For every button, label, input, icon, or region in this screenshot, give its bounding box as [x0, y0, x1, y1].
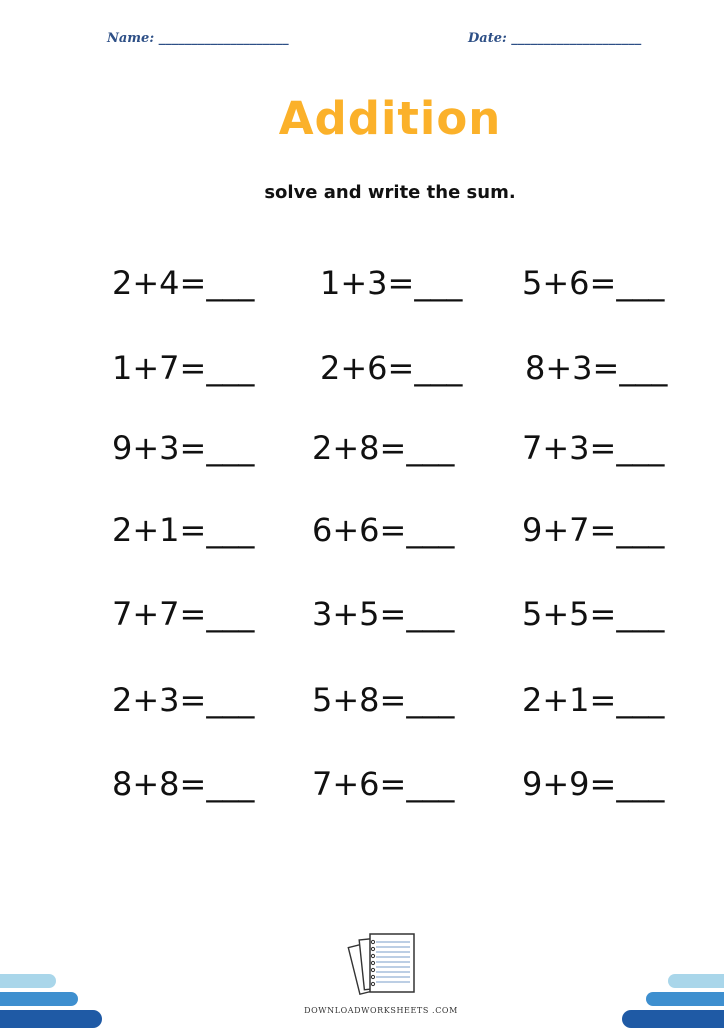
worksheet-papers-icon — [344, 928, 420, 1004]
footer-site-text: DOWNLOADWORKSHEETS .COM — [304, 1006, 458, 1015]
name-field-label: Name: ____________________ — [107, 31, 289, 46]
problem-r4-c3: 9+7=___ — [522, 511, 665, 549]
problem-r7-c3: 9+9=___ — [522, 765, 665, 803]
problem-r5-c3: 5+5=___ — [522, 595, 665, 633]
left-band-light — [0, 974, 56, 988]
date-field-label: Date: ____________________ — [468, 31, 642, 46]
left-band-dark — [0, 1010, 102, 1028]
right-band-mid — [646, 992, 724, 1006]
problem-r1-c1: 2+4=___ — [112, 264, 255, 302]
problem-r6-c3: 2+1=___ — [522, 681, 665, 719]
instruction-text: solve and write the sum. — [264, 182, 516, 203]
problem-r2-c1: 1+7=___ — [112, 349, 255, 387]
left-band-mid — [0, 992, 78, 1006]
problem-r3-c3: 7+3=___ — [522, 429, 665, 467]
right-band-dark — [622, 1010, 724, 1028]
problem-r7-c1: 8+8=___ — [112, 765, 255, 803]
page-title: Addition — [278, 92, 502, 145]
problem-r2-c2: 2+6=___ — [320, 349, 463, 387]
right-band-light — [668, 974, 724, 988]
problem-r4-c2: 6+6=___ — [312, 511, 455, 549]
problem-r1-c3: 5+6=___ — [522, 264, 665, 302]
problem-r3-c1: 9+3=___ — [112, 429, 255, 467]
problem-r2-c3: 8+3=___ — [525, 349, 668, 387]
problem-r5-c2: 3+5=___ — [312, 595, 455, 633]
problem-r3-c2: 2+8=___ — [312, 429, 455, 467]
problem-r5-c1: 7+7=___ — [112, 595, 255, 633]
problem-r1-c2: 1+3=___ — [320, 264, 463, 302]
problem-r6-c1: 2+3=___ — [112, 681, 255, 719]
problem-r7-c2: 7+6=___ — [312, 765, 455, 803]
problem-r4-c1: 2+1=___ — [112, 511, 255, 549]
problem-r6-c2: 5+8=___ — [312, 681, 455, 719]
